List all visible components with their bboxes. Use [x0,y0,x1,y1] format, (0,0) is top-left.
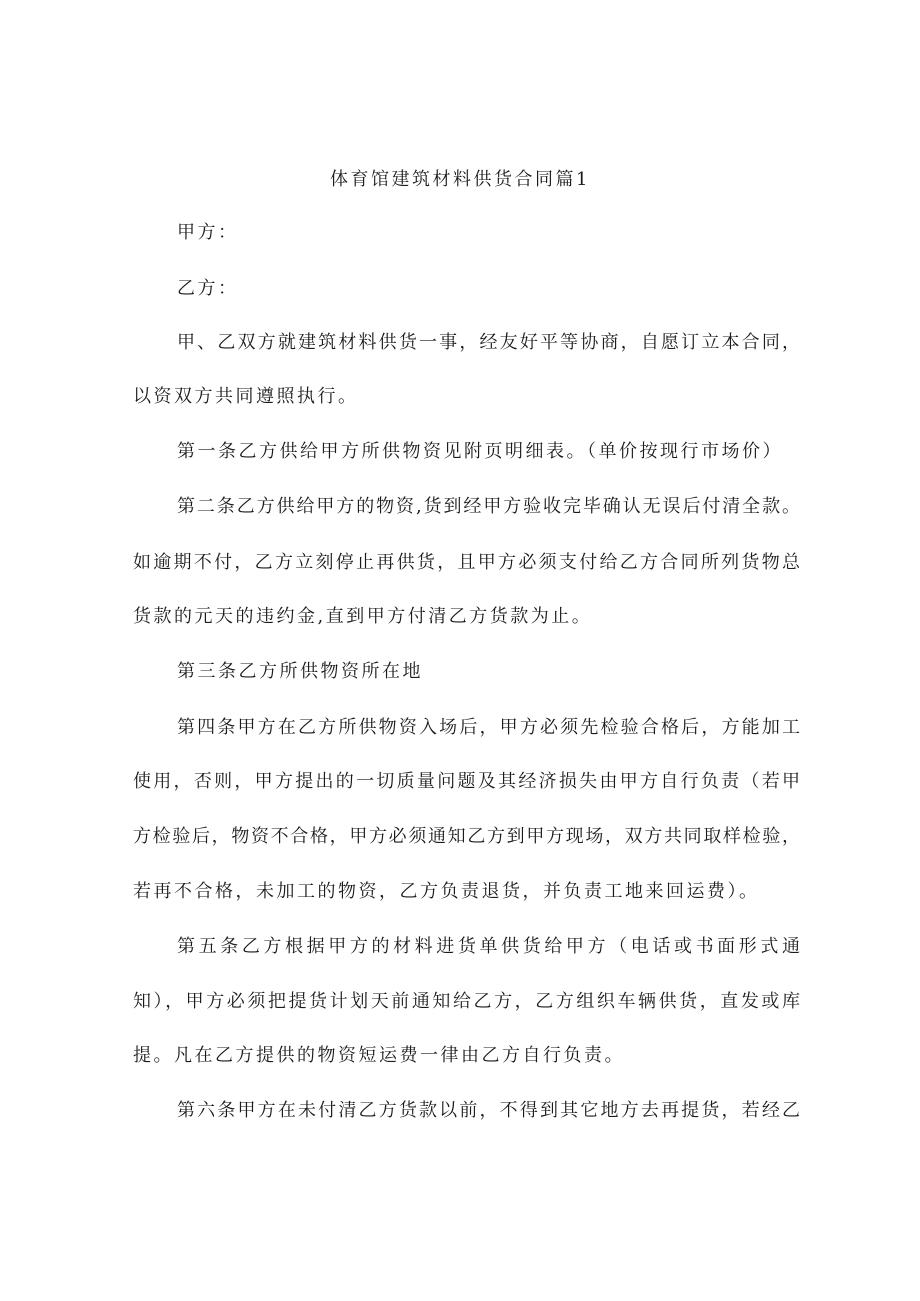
paragraph-line: 若再不合格，未加工的物资，乙方负责退货，并负责工地来回运费）。 [133,881,760,902]
paragraph-line: 第四条甲方在乙方所供物资入场后，甲方必须先检验合格后，方能加工 [177,717,800,738]
paragraph-line: 提。凡在乙方提供的物资短运费一律由乙方自行负责。 [133,1045,625,1066]
paragraph-line: 第二条乙方供给甲方的物资,货到经甲方验收完毕确认无误后付清全款。 [177,496,800,517]
paragraph-line: 知），甲方必须把提货计划天前通知给乙方，乙方组织车辆供货，直发或库 [133,991,800,1012]
paragraph-line: 第六条甲方在未付清乙方货款以前，不得到其它地方去再提货，若经乙 [177,1100,800,1121]
paragraph-line: 以资双方共同遵照执行。 [133,386,359,407]
document-title: 体育馆建筑材料供货合同篇1 [330,169,590,190]
paragraph-line: 货款的元天的违约金,直到甲方付清乙方货款为止。 [133,606,593,627]
paragraph-line: 第一条乙方供给甲方所供物资见附页明细表。（单价按现行市场价） [177,441,783,462]
paragraph-line: 第五条乙方根据甲方的材料进货单供货给甲方（电话或书面形式通 [177,936,800,957]
paragraph-line: 第三条乙方所供物资所在地 [177,661,423,682]
paragraph-line: 使用，否则，甲方提出的一切质量问题及其经济损失由甲方自行负责（若甲 [133,771,800,792]
paragraph-line: 乙方： [177,278,239,299]
paragraph-line: 甲方： [177,222,239,243]
paragraph-line: 甲、乙双方就建筑材料供货一事，经友好平等协商，自愿订立本合同， [177,332,800,353]
paragraph-line: 方检验后，物资不合格，甲方必须通知乙方到甲方现场，双方共同取样检验， [133,826,800,847]
paragraph-line: 如逾期不付，乙方立刻停止再供货，且甲方必须支付给乙方合同所列货物总 [133,552,800,573]
